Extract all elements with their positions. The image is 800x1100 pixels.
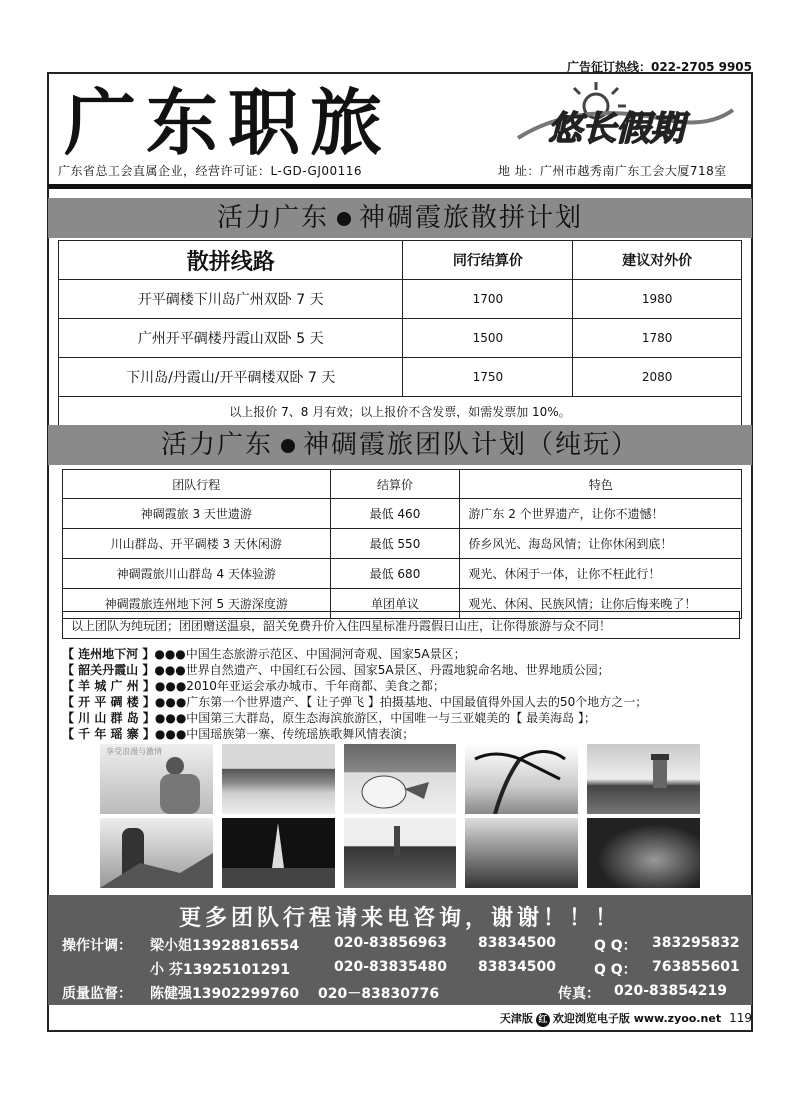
photo-row-2 <box>100 818 700 888</box>
edition-label: 天津版 <box>499 1012 533 1025</box>
attraction-desc: ●●●中国生态旅游示范区、中国洞河奇观、国家5A景区； <box>154 647 466 661</box>
attraction-list <box>62 646 752 742</box>
page-footer <box>500 1010 752 1027</box>
feature-cell: 游广东 2 个世界遗产，让你不遗憾！ <box>460 499 742 529</box>
itinerary-cell: 神碉霞旅连州地下河 5 天游深度游 <box>63 589 331 619</box>
col-feature: 特色 <box>460 470 742 499</box>
op2-qq: 763855601 <box>652 959 740 975</box>
attraction-name: 【 连州地下河 】 <box>62 647 155 661</box>
fax-label: 传真： <box>558 986 600 1002</box>
list-item <box>62 678 752 694</box>
attraction-desc: ●●●2010年亚运会承办城市、千年商都、美食之都； <box>154 679 445 693</box>
logo-text: 悠长假期 <box>548 109 684 149</box>
divider <box>48 184 752 189</box>
address-text: 地 址：广州市越秀南广东工会大厦718室 <box>498 164 727 178</box>
op1-qq: 383295832 <box>652 935 740 951</box>
photo-caption: 享受浪漫与激情 <box>106 747 162 756</box>
price-cell: 1500 <box>403 319 573 358</box>
col-route: 散拼线路 <box>59 241 403 280</box>
danxia-rock-photo <box>100 818 213 888</box>
attraction-desc: ●●●中国第三大群岛，原生态海滨旅游区，中国唯一与三亚媲美的【 最美海岛 】； <box>154 711 596 725</box>
ad-hotline: 广告征订热线：022-2705 9905 <box>566 60 752 74</box>
list-item <box>62 694 752 710</box>
website-link[interactable]: 欢迎浏览电子版 www.zyoo.net <box>552 1012 722 1025</box>
section2-note: 以上团队为纯玩团；团团赠送温泉，韶关免费升价入住四星标准丹霞假日山庄，让你得旅游与众不同！ <box>62 611 740 639</box>
route-cell: 开平碉楼下川岛广州双卧 7 天 <box>59 280 403 319</box>
attraction-name: 【 羊 城 广 州 】 <box>62 679 155 693</box>
feature-cell: 侨乡风光、海岛风情；让你休闲到底！ <box>460 529 742 559</box>
section2-title-left: 活力广东 <box>160 430 273 460</box>
attraction-name: 【 千 年 瑶 寨 】 <box>62 727 155 741</box>
company-info <box>58 162 748 179</box>
price-cell: 1700 <box>403 280 573 319</box>
price-cell: 1750 <box>403 358 573 397</box>
list-item <box>62 726 752 742</box>
page-number: 119 <box>729 1011 752 1025</box>
col-trade-price: 同行结算价 <box>403 241 573 280</box>
attraction-desc: ●●●世界自然遗产、中国红石公园、国家5A景区、丹霞地貌命名地、世界地质公园； <box>154 663 610 677</box>
attraction-name: 【 川 山 群 岛 】 <box>62 711 155 725</box>
itinerary-cell: 神碉霞旅川山群岛 4 天体验游 <box>63 559 331 589</box>
price-cell: 1980 <box>573 280 742 319</box>
price-cell: 单团单议 <box>330 589 460 619</box>
license-text: 广东省总工会直属企业，经营许可证：L-GD-GJ00116 <box>58 164 363 178</box>
qc-tel: 020－83830776 <box>318 986 440 1002</box>
list-item <box>62 662 752 678</box>
brand-logo <box>488 80 743 158</box>
feature-cell: 观光、休闲于一体，让你不枉此行！ <box>460 559 742 589</box>
table-row <box>59 358 742 397</box>
photo-row-1 <box>100 744 700 814</box>
op1-tel1: 020-83856963 <box>334 935 447 951</box>
attraction-name: 【 开 平 碉 楼 】 <box>62 695 155 709</box>
section1-title-left: 活力广东 <box>216 203 329 233</box>
itinerary-cell: 神碉霞旅 3 天世遗游 <box>63 499 331 529</box>
section1-banner <box>48 198 752 238</box>
attraction-desc: ●●●中国瑶族第一寨、传统瑶族歌舞风情表演； <box>154 727 415 741</box>
col-price: 结算价 <box>330 470 460 499</box>
footer-slogan: 更多团队行程请来电咨询，谢谢！！！ <box>178 905 621 931</box>
op-label: 操作计调： <box>62 938 132 954</box>
brand-name: 广东职旅 <box>64 81 393 165</box>
price-cell: 最低 550 <box>330 529 460 559</box>
palm-photo <box>465 744 578 814</box>
bullet-icon <box>281 439 295 453</box>
section1-note: 以上报价 7、8 月有效；以上报价不含发票，如需发票加 10%。 <box>59 397 742 426</box>
op1-tel2: 83834500 <box>478 935 556 951</box>
op2-name: 小 芬13925101291 <box>150 962 291 978</box>
list-item <box>62 710 752 726</box>
route-cell: 下川岛/丹霞山/开平碉楼双卧 7 天 <box>59 358 403 397</box>
op2-tel2: 83834500 <box>478 959 556 975</box>
contact-footer <box>48 895 752 1005</box>
price-cell: 2080 <box>573 358 742 397</box>
qc-name: 陈健强13902299760 <box>150 986 300 1002</box>
yao-village-photo <box>465 818 578 888</box>
itinerary-cell: 川山群岛、开平碉楼 3 天休闲游 <box>63 529 331 559</box>
bullet-icon <box>337 212 351 226</box>
fax-number: 020-83854219 <box>614 983 727 999</box>
section2-title-right: 神碉霞旅团队计划（纯玩） <box>303 430 640 460</box>
section1-title-right: 神碉霞旅散拼计划 <box>359 203 584 233</box>
table-row <box>59 319 742 358</box>
op2-tel1: 020-83835480 <box>334 959 447 975</box>
couple-photo <box>100 744 213 814</box>
beach-photo <box>222 744 335 814</box>
price-cell: 最低 460 <box>330 499 460 529</box>
qq-label: Q Q： <box>594 962 637 978</box>
section1-table <box>58 240 742 426</box>
attraction-desc: ●●●广东第一个世界遗产、【 让子弹飞 】拍摄基地、中国最值得外国人去的50个地方之一； <box>154 695 648 709</box>
red-badge-icon: 红 <box>536 1013 550 1027</box>
price-cell: 最低 680 <box>330 559 460 589</box>
col-itinerary: 团队行程 <box>63 470 331 499</box>
canton-tower-photo <box>222 818 335 888</box>
shell-photo <box>344 744 457 814</box>
section2-table <box>62 469 742 619</box>
feature-cell: 观光、休闲、民族风情；让你后悔来晚了！ <box>460 589 742 619</box>
list-item <box>62 646 752 662</box>
section2-banner <box>48 425 752 465</box>
route-cell: 广州开平碉楼丹霞山双卧 5 天 <box>59 319 403 358</box>
op1-name: 梁小姐13928816554 <box>150 938 300 954</box>
table-row <box>59 280 742 319</box>
qq-label: Q Q： <box>594 938 637 954</box>
diaolou-photo <box>587 744 700 814</box>
village-photo <box>344 818 457 888</box>
table-row <box>63 499 742 529</box>
price-cell: 1780 <box>573 319 742 358</box>
cave-photo <box>587 818 700 888</box>
table-row <box>63 529 742 559</box>
qc-label: 质量监督： <box>62 986 132 1002</box>
attraction-name: 【 韶关丹霞山 】 <box>62 663 155 677</box>
col-retail-price: 建议对外价 <box>573 241 742 280</box>
table-row <box>63 559 742 589</box>
